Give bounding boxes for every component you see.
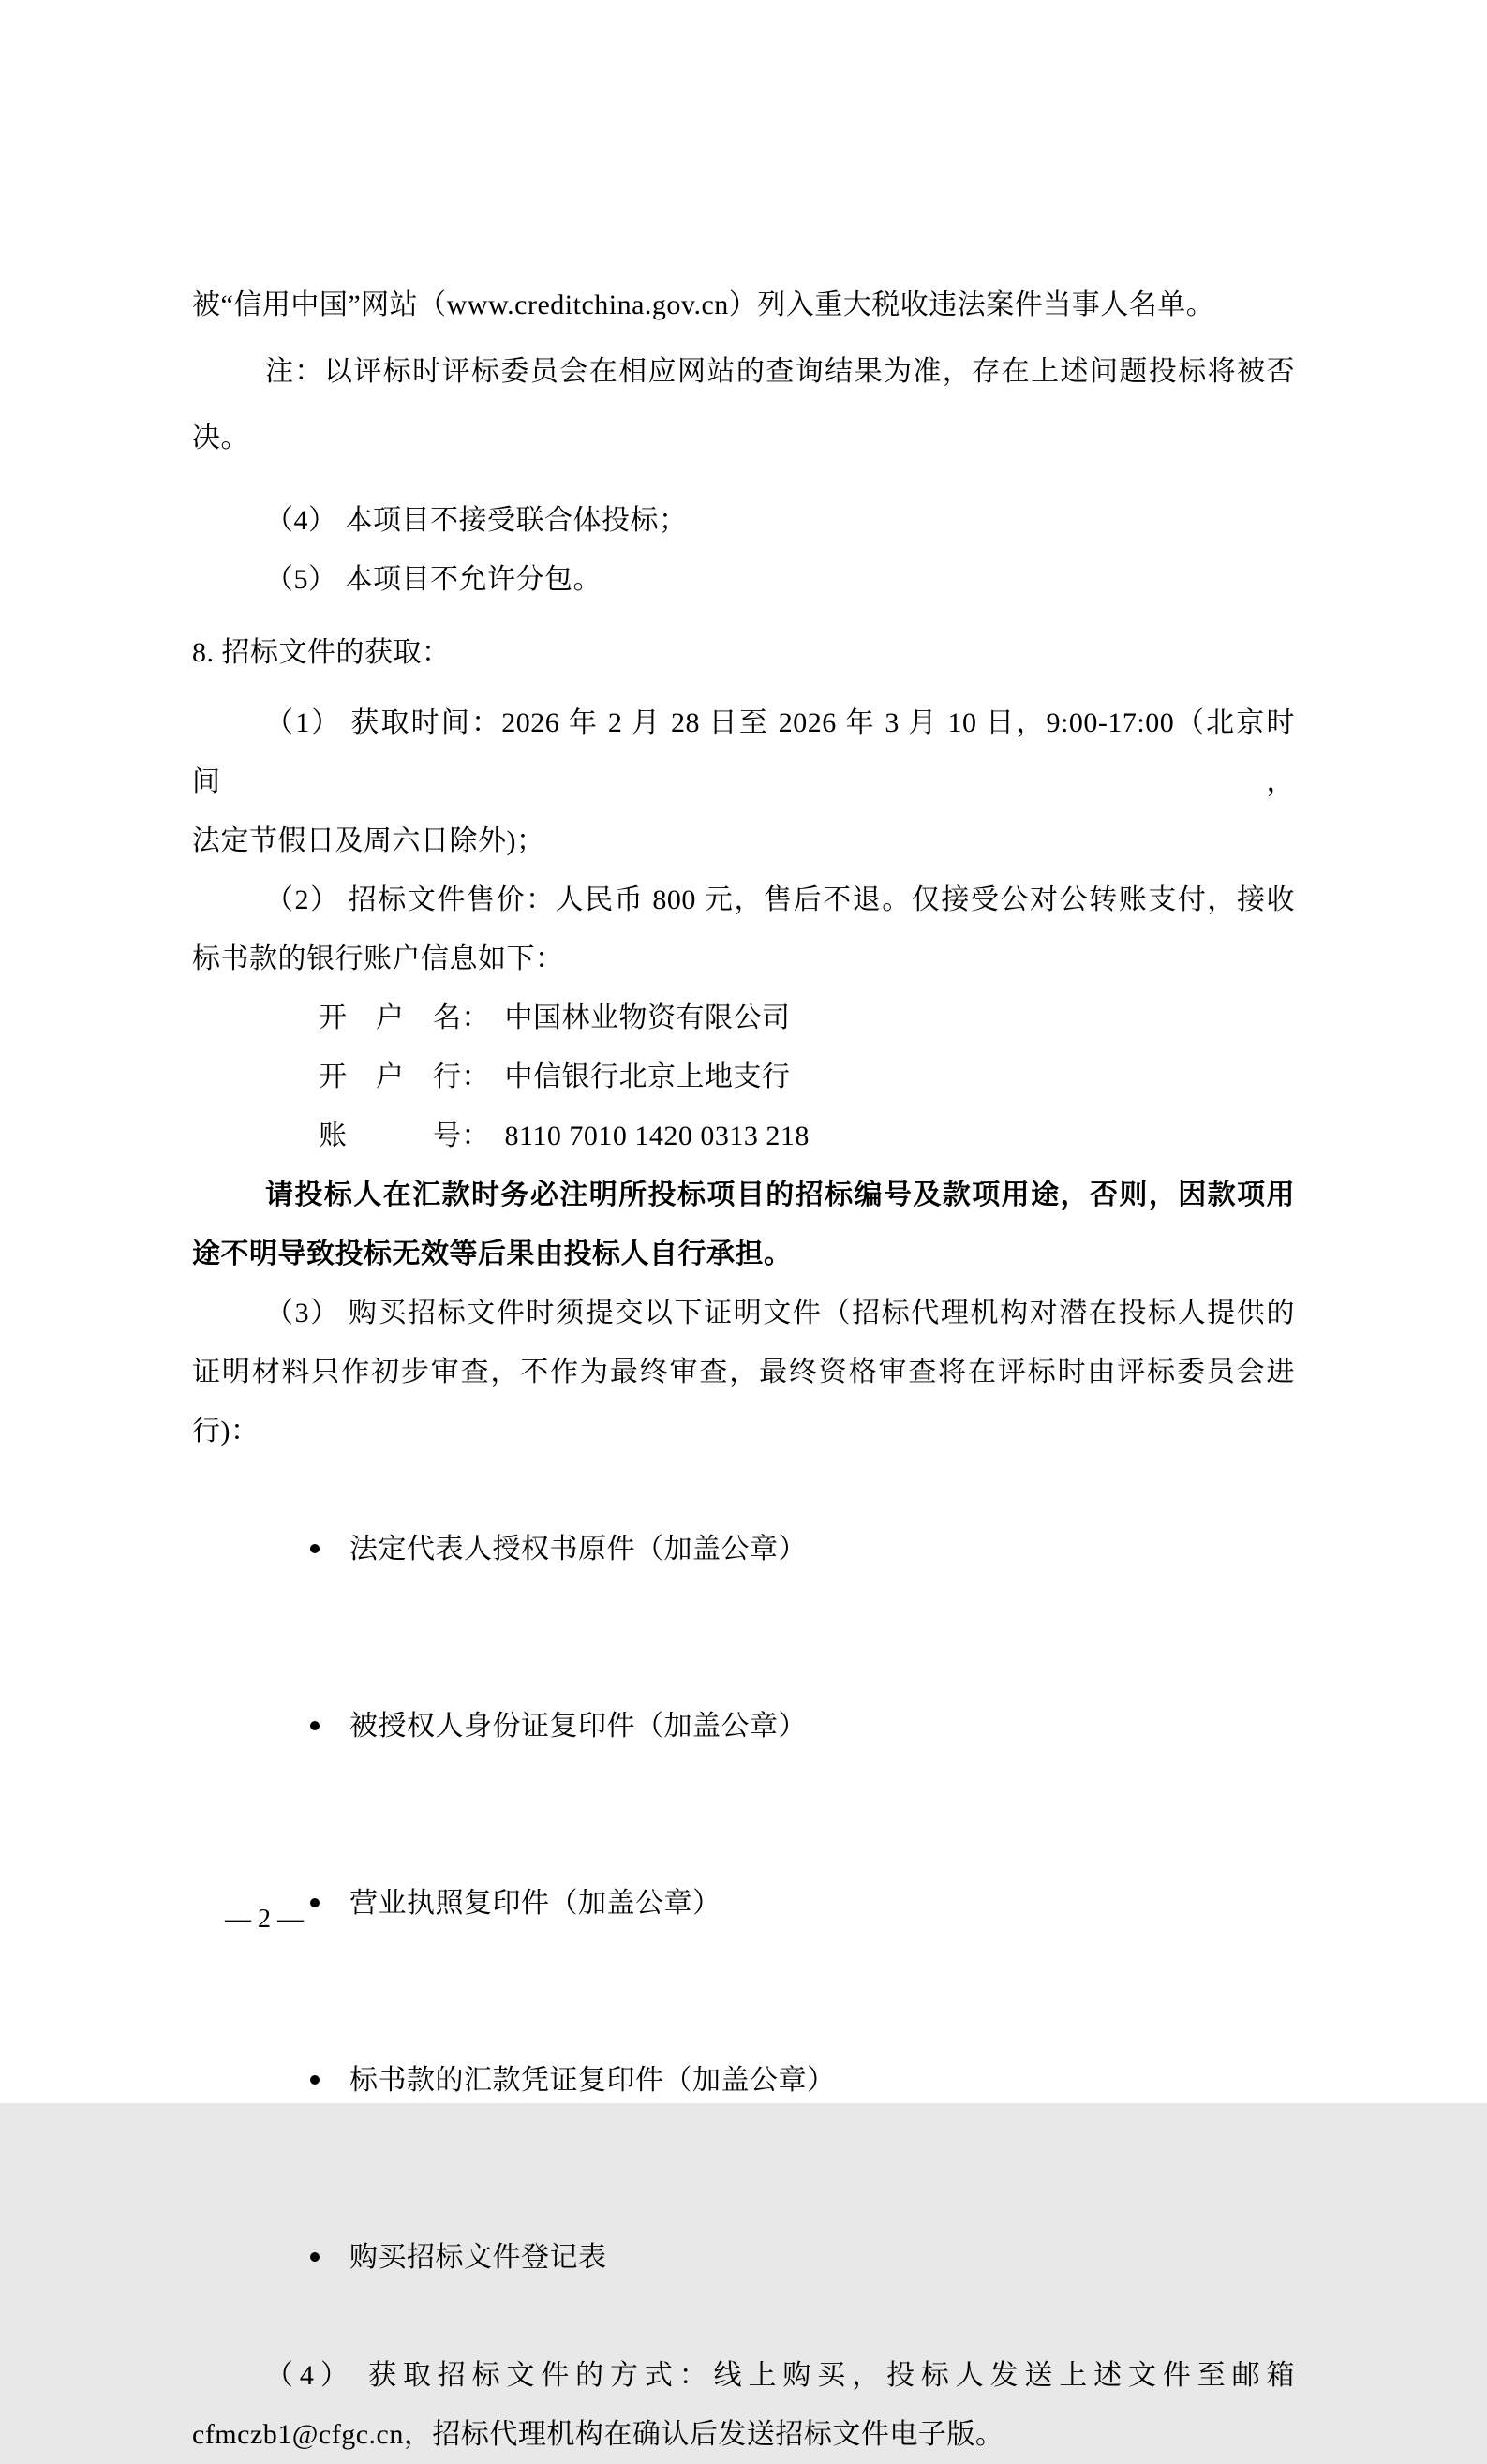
line-cert-docs-2: 证明材料只作初步审查，不作为最终审查，最终资格审查将在评标时由评标委员会进: [192, 1357, 1295, 1388]
line-remit-notice-1: 请投标人在汇款时务必注明所投标项目的招标编号及款项用途，否则，因款项用: [265, 1180, 1295, 1210]
bullet-icon: [310, 1544, 320, 1553]
line-obtain-method-1: （4） 获取招标文件的方式：线上购买，投标人发送上述文件至邮箱: [265, 2360, 1295, 2391]
bullet-item-remittance-voucher: [192, 1992, 1295, 2169]
line-doc-price-2: 标书款的银行账户信息如下：: [192, 943, 564, 974]
heading-section-8: 8. 招标文件的获取：: [192, 637, 451, 668]
bullet-item-business-license: [192, 1815, 1295, 1992]
bullet-item-label: 购买招标文件登记表: [349, 2242, 607, 2273]
document-body: [192, 275, 1295, 2464]
account-name-row: 开 户 名： 中国林业物资有限公司: [319, 1002, 791, 1033]
bullet-item-authorization: [192, 1461, 1295, 1638]
bullet-item-registration-form: [192, 2169, 1295, 2346]
line-obtain-time-2: 法定节假日及周六日除外)；: [192, 825, 545, 856]
page-number: — 2 —: [225, 1905, 304, 1934]
account-number-row: 账 号： 8110 7010 1420 0313 218: [319, 1121, 810, 1151]
bullet-item-label: 法定代表人授权书原件（加盖公章）: [349, 1534, 807, 1565]
bullet-icon: [310, 1898, 320, 1907]
line-obtain-time-1: （1） 获取时间：2026 年 2 月 28 日至 2026 年 3 月 10 日，9:00-17:00（北京时间，: [192, 707, 1295, 797]
bullet-icon: [310, 1721, 320, 1730]
line-remit-notice-2: 途不明导致投标无效等后果由投标人自行承担。: [192, 1239, 793, 1269]
line-note-2: 决。: [192, 423, 249, 453]
bullet-icon: [310, 2252, 320, 2262]
line-note-1: 注：以评标时评标委员会在相应网站的查询结果为准，存在上述问题投标将被否: [265, 356, 1295, 387]
account-bank-row: 开 户 行： 中信银行北京上地支行: [319, 1061, 791, 1092]
bullet-item-label: 营业执照复印件（加盖公章）: [349, 1888, 721, 1919]
bullet-item-label: 被授权人身份证复印件（加盖公章）: [349, 1711, 807, 1742]
item-no-consortium: （4） 本项目不接受联合体投标；: [265, 505, 688, 536]
item-no-subcontract: （5） 本项目不允许分包。: [265, 564, 602, 595]
line-doc-price-1: （2） 招标文件售价：人民币 800 元，售后不退。仅接受公对公转账支付，接收: [265, 884, 1295, 915]
line-cert-docs-3: 行)：: [192, 1416, 260, 1447]
bullet-item-id-copy: [192, 1638, 1295, 1815]
bullet-icon: [310, 2075, 320, 2085]
line-obtain-method-2: cfmczb1@cfgc.cn，招标代理机构在确认后发送招标文件电子版。: [192, 2419, 1004, 2450]
line-creditchina-list: 被“信用中国”网站（www.creditchina.gov.cn）列入重大税收违法案件当事人名单。: [192, 289, 1215, 320]
line-cert-docs-1: （3） 购买招标文件时须提交以下证明文件（招标代理机构对潜在投标人提供的: [265, 1298, 1295, 1328]
bullet-item-label: 标书款的汇款凭证复印件（加盖公章）: [349, 2065, 836, 2096]
